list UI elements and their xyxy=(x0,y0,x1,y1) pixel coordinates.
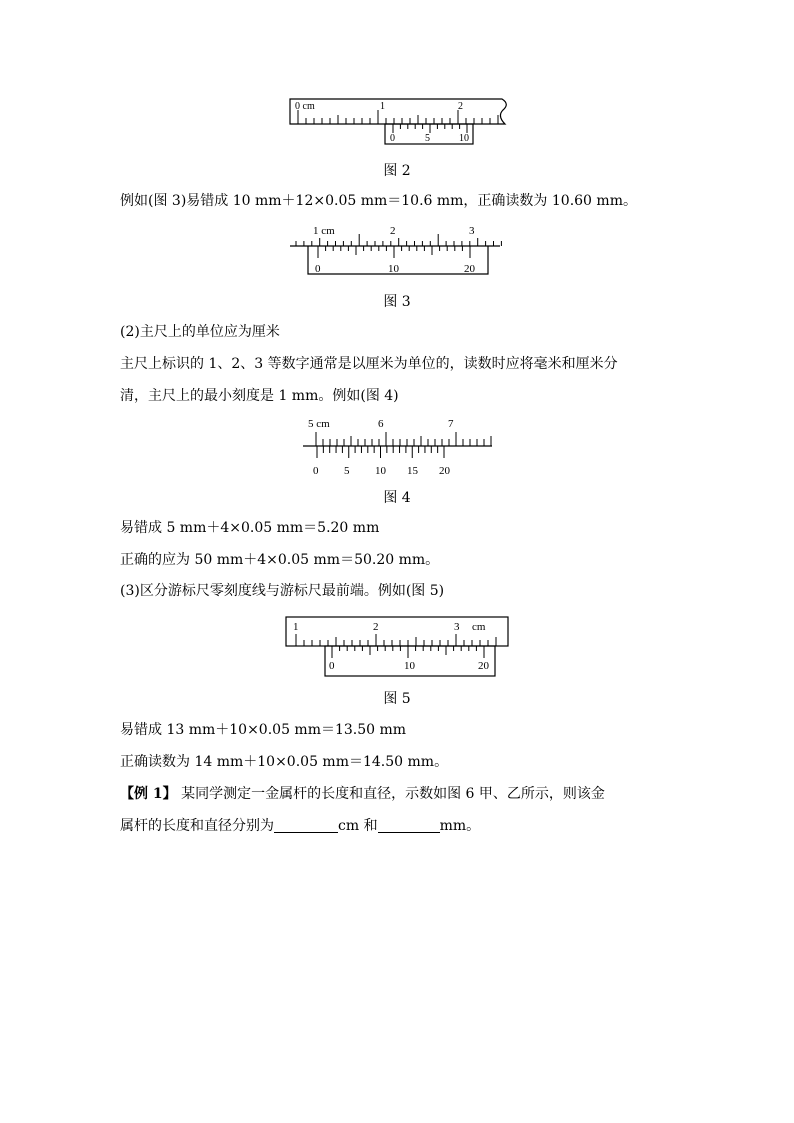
answer-prefix: 属杆的长度和直径分别为 xyxy=(120,818,274,834)
figure-caption: 图 2 xyxy=(383,163,411,179)
main-label: 0 cm xyxy=(295,101,315,112)
example-tag: 【例 1】 xyxy=(120,786,177,802)
main-label: 7 xyxy=(448,418,454,430)
main-label: 3 xyxy=(469,225,475,237)
main-scale-ticks xyxy=(316,432,491,446)
main-label: 1 xyxy=(380,101,385,112)
figure-2-vernier-caliper xyxy=(285,96,515,150)
vernier-label: 0 xyxy=(329,660,335,672)
vernier-label: 5 xyxy=(344,465,350,477)
answer-blank-diameter[interactable] xyxy=(378,818,440,833)
vernier-label: 0 xyxy=(313,465,319,477)
main-label: 1 cm xyxy=(313,225,335,237)
text-line: 清，主尺上的最小刻度是 1 mm。例如(图 4) xyxy=(120,388,399,404)
vernier-label: 0 xyxy=(315,263,321,275)
vernier-scale-ticks xyxy=(393,124,467,133)
vernier-label: 20 xyxy=(464,263,475,275)
main-label: 5 cm xyxy=(308,418,330,430)
vernier-scale-ticks xyxy=(332,646,484,658)
text-line: 正确的应为 50 mm＋4×0.05 mm＝50.20 mm。 xyxy=(120,552,440,568)
vernier-label: 20 xyxy=(478,660,489,672)
text-line: 易错成 13 mm＋10×0.05 mm＝13.50 mm xyxy=(120,722,407,738)
example-text: 某同学测定一金属杆的长度和直径，示数如图 6 甲、乙所示，则该金 xyxy=(176,786,605,802)
answer-suffix: mm。 xyxy=(439,818,481,834)
vernier-label: 10 xyxy=(375,465,386,477)
figure-5-vernier-caliper xyxy=(284,615,512,679)
main-label: 2 xyxy=(390,225,396,237)
text-line: 正确读数为 14 mm＋10×0.05 mm＝14.50 mm。 xyxy=(120,754,449,770)
text-line: (3)区分游标尺零刻度线与游标尺最前端。例如(图 5) xyxy=(120,583,445,599)
text-line: 例如(图 3)易错成 10 mm＋12×0.05 mm＝10.6 mm，正确读数为 10.60 mm。 xyxy=(120,193,637,209)
vernier-label: 10 xyxy=(404,660,415,672)
figure-caption: 图 5 xyxy=(383,691,411,707)
main-label: 2 xyxy=(373,621,379,633)
main-label: 3 xyxy=(454,621,460,633)
main-label: cm xyxy=(472,621,486,633)
vernier-label: 15 xyxy=(407,465,418,477)
vernier-label: 5 xyxy=(425,133,430,144)
answer-line xyxy=(120,816,480,836)
figure-caption: 图 4 xyxy=(383,490,411,506)
answer-mid: cm 和 xyxy=(338,818,378,834)
text-line: (2)主尺上的单位应为厘米 xyxy=(120,324,280,340)
vernier-scale-ticks xyxy=(318,246,470,258)
vernier-label: 10 xyxy=(388,263,399,275)
vernier-label: 10 xyxy=(459,133,469,144)
figure-4-vernier-caliper xyxy=(300,416,495,478)
vernier-scale-ticks xyxy=(317,446,444,458)
vernier-label: 0 xyxy=(390,133,395,144)
text-line: 易错成 5 mm＋4×0.05 mm＝5.20 mm xyxy=(120,520,380,536)
answer-blank-length[interactable] xyxy=(274,818,338,833)
text-line: 主尺上标识的 1、2、3 等数字通常是以厘米为单位的，读数时应将毫米和厘米分 xyxy=(120,356,618,372)
main-label: 1 xyxy=(293,621,299,633)
figure-caption: 图 3 xyxy=(383,294,411,310)
main-scale-ticks xyxy=(296,634,496,646)
main-label: 6 xyxy=(378,418,384,430)
main-scale-ticks xyxy=(298,110,498,124)
example-line xyxy=(120,784,605,804)
main-label: 2 xyxy=(458,101,463,112)
vernier-label: 20 xyxy=(439,465,450,477)
figure-3-vernier-caliper xyxy=(288,222,503,278)
